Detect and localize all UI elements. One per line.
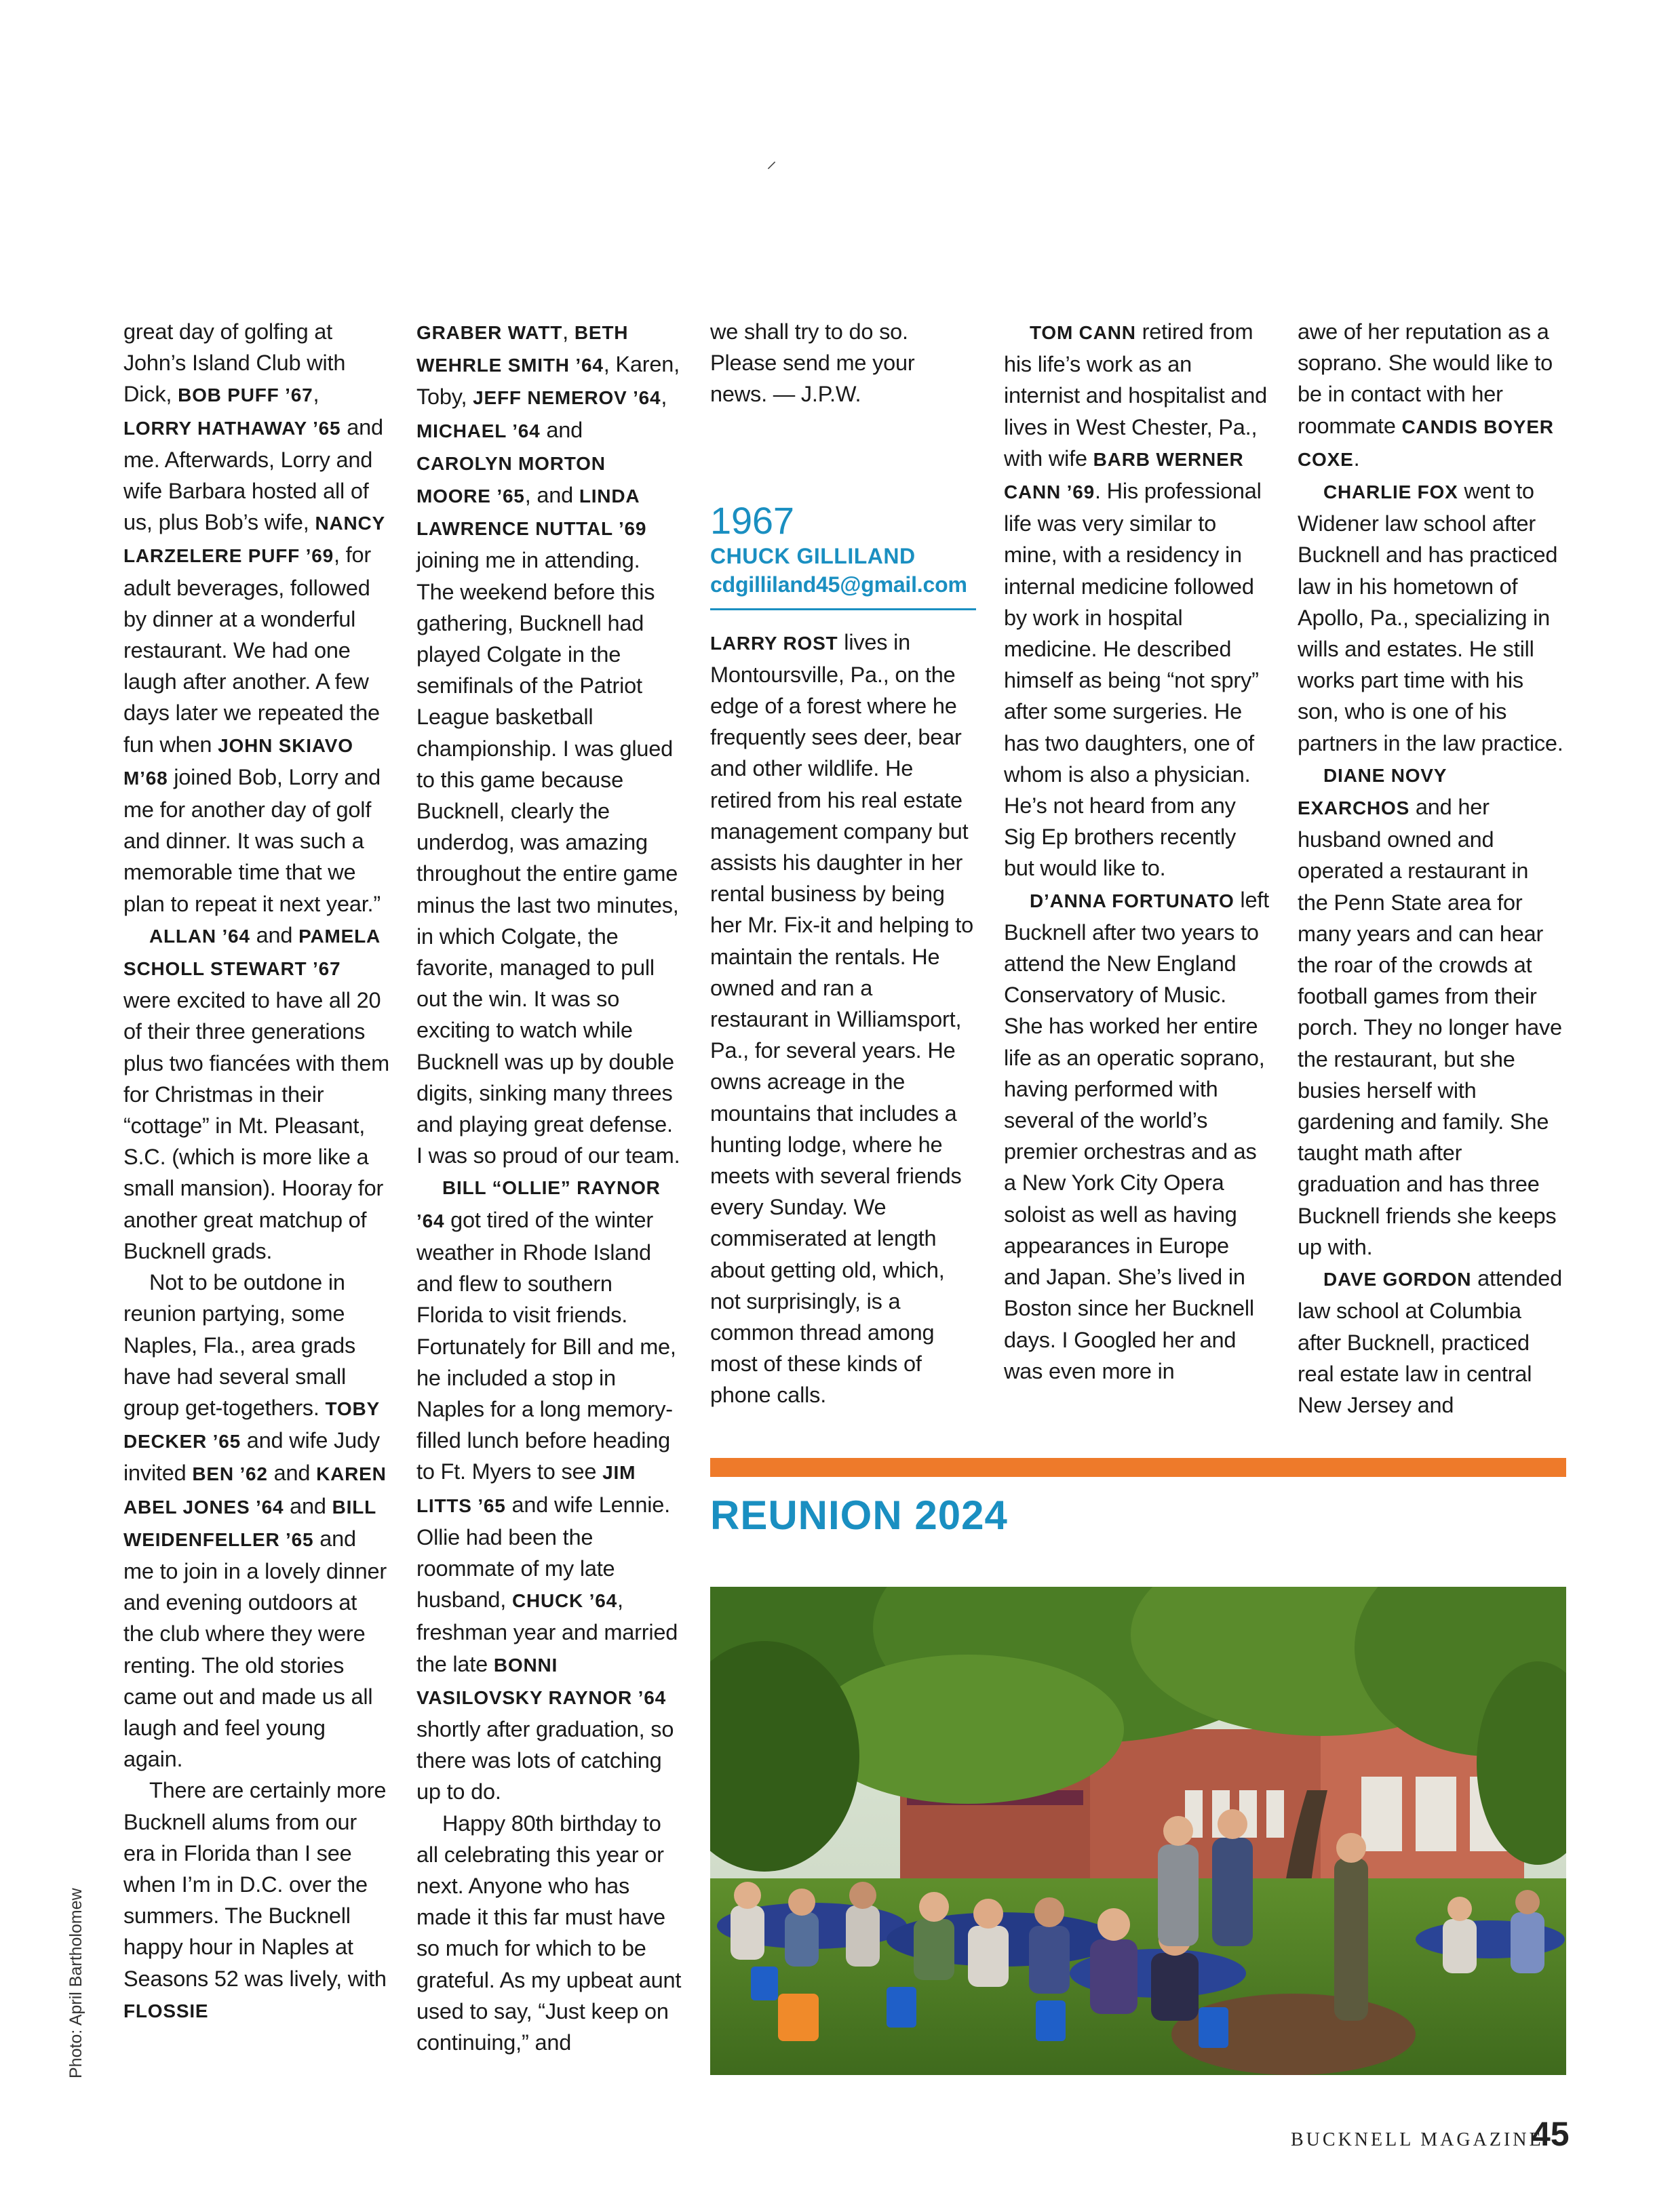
article-column-4 [1004, 316, 1270, 1387]
alumni-name: BILL WEIDENFELLER ’65 [123, 1496, 376, 1550]
paragraph: ALLAN ’64 and PAMELA SCHOLL STEWART ’67 were excited to have all 20 of their three generations plus two fiancées with them for Christmas in their “cottage” in Mt. Pleasant, S.C. (which is more like a small mansion). Hooray for another great matchup of Bucknell grads. [123, 922, 390, 1263]
class-header-rule [710, 608, 976, 610]
alumni-name: BEN ’62 [192, 1463, 268, 1485]
paragraph: TOM CANN retired from his life’s work as an internist and hospitalist and lives in West Chester, Pa., with wife BARB WERNER CANN ’69. His professional life was very similar to mine, with a residency in internal medicine followed by work in hospital medicine. He described himself as being “not spry” after some surgeries. He has two daughters, one of whom is also a physician. He’s not heard from any Sig Ep brothers recently but would like to. [1004, 319, 1268, 881]
alumni-name: JIM LITTS ’65 [416, 1462, 636, 1516]
paragraph: Not to be outdone in reunion partying, some Naples, Fla., area grads have had several small group get-togethers. TOBY DECKER ’65 and wife Judy invited BEN ’62 and KAREN ABEL JONES ’64 and BILL WEIDENFELLER ’65 and me to join in a lovely dinner and evening outdoors at the club where they were renting. The old stories came out and made us all laugh and feel young again. [123, 1270, 387, 1772]
alumni-name: CANDIS BOYER COXE [1298, 416, 1554, 470]
alumni-name: BOB PUFF ’67 [178, 384, 313, 406]
alumni-name: LARRY ROST [710, 632, 838, 654]
alumni-name: NANCY LARZELERE PUFF ’69 [123, 513, 385, 567]
alumni-name: BILL “OLLIE” RAYNOR ’64 [416, 1177, 661, 1231]
photo-credit: Photo: April Bartholomew [66, 1888, 85, 2078]
paragraph: CHARLIE FOX went to Widener law school after Bucknell and has practiced law in his hometown of Apollo, Pa., specializing in wills and estates. He still works part time with his son, who is one of his partners in the law practice. [1298, 479, 1563, 755]
page-number: 45 [1532, 2115, 1570, 2153]
section-accent-bar [710, 1458, 1566, 1477]
alumni-name: JEFF NEMEROV ’64 [473, 387, 661, 409]
reunion-section-title: REUNION 2024 [710, 1493, 1008, 1538]
paragraph: we shall try to do so. Please send me your news. — J.P.W. [710, 319, 915, 407]
article-column-2 [416, 316, 682, 2058]
alumni-name: FLOSSIE [123, 2000, 209, 2021]
paragraph: LARRY ROST lives in Montoursville, Pa., on the edge of a forest where he frequently sees deer, bear and other wildlife. He retired from his real estate management company but assists his daughter in her rental business by being her Mr. Fix-it and helping to maintain the rentals. He owned and ran a restaurant in Williamsport, Pa., for several years. He owns acreage in the mountains that includes a hunting lodge, where he meets with several friends every Sunday. We commiserated at length about getting old, which, not surprisingly, is a common thread among most of these kinds of phone calls. [710, 629, 973, 1408]
alumni-name: DAVE GORDON [1323, 1269, 1472, 1290]
alumni-name: BARB WERNER CANN ’69 [1004, 448, 1244, 503]
class-year-heading: 1967 [710, 498, 794, 542]
top-mark: ⸝ [766, 150, 777, 172]
alumni-name: GRABER WATT [416, 322, 563, 343]
alumni-name: MICHAEL ’64 [416, 420, 541, 441]
class-correspondent-name: CHUCK GILLILAND [710, 543, 916, 568]
article-column-5 [1298, 316, 1563, 1421]
magazine-name-footer: BUCKNELL MAGAZINE [1291, 2129, 1544, 2150]
paragraph: BILL “OLLIE” RAYNOR ’64 got tired of the winter weather in Rhode Island and flew to southern Florida to visit friends. Fortunately for Bill and me, he included a stop in Naples for a long memory-filled lunch before heading to Ft. Myers to see JIM LITTS ’65 and wife Lennie. Ollie had been the roommate of my late husband, CHUCK ’64, freshman year and married the late BONNI VASILOVSKY RAYNOR ’64 shortly after graduation, so there was lots of catching up to do. [416, 1177, 678, 1804]
paragraph: Happy 80th birthday to all celebrating this year or next. Anyone who has made it this far must have so much for which to be grateful. As my upbeat aunt used to say, “Just keep on continuing,” and [416, 1811, 682, 2055]
paragraph: There are certainly more Bucknell alums from our era in Florida than I see when I’m in D.C. over the summers. The Bucknell happy hour in Naples at Seasons 52 was lively, with FLOSSIE [123, 1778, 387, 2021]
reunion-photo [710, 1587, 1566, 2075]
alumni-name: PAMELA SCHOLL STEWART ’67 [123, 925, 380, 980]
alumni-name: TOM CANN [1030, 322, 1136, 343]
alumni-name: TOBY DECKER ’65 [123, 1398, 380, 1453]
paragraph: D’ANNA FORTUNATO left Bucknell after two years to attend the New England Conservatory of Music. She has worked her entire life as an operatic soprano, having performed with several of the world’s premier orchestras and as a New York City Opera soloist as well as having appearances in Europe and Japan. She’s lived in Boston since her Bucknell days. I Googled her and was even more in [1004, 887, 1269, 1383]
paragraph: DIANE NOVY EXARCHOS and her husband owned and operated a restaurant in the Penn State area for many years and can hear the roar of the crowds at football games from their porch. They no longer have the restaurant, but she busies herself with gardening and family. She taught math after graduation and has three Bucknell friends she keeps up with. [1298, 764, 1562, 1259]
alumni-name: BETH WEHRLE SMITH ’64 [416, 322, 629, 376]
article-column-3 [710, 316, 976, 1411]
paragraph: GRABER WATT, BETH WEHRLE SMITH ’64, Karen, Toby, JEFF NEMEROV ’64, MICHAEL ’64 and CAROLYN MORTON MOORE ’65, and LINDA LAWRENCE NUTTAL ’69 joining me in attending. The weekend before this gathering, Bucknell had played Colgate in the semifinals of the Patriot League basketball championship. I was glued to this game because Bucknell, clearly the underdog, was amazing throughout the entire game minus the last two minutes, in which Colgate, the favorite, managed to pull out the win. It was so exciting to watch while Bucknell was up by double digits, sinking many threes and playing great defense. I was so proud of our team. [416, 319, 680, 1168]
alumni-name: JOHN SKIAVO M’68 [123, 734, 353, 789]
paragraph: awe of her reputation as a soprano. She would like to be in contact with her roommate CANDIS BOYER COXE. [1298, 319, 1554, 471]
alumni-name: CHARLIE FOX [1323, 481, 1458, 503]
alumni-name: D’ANNA FORTUNATO [1030, 890, 1234, 911]
paragraph: great day of golfing at John’s Island Club with Dick, BOB PUFF ’67, LORRY HATHAWAY ’65 and me. Afterwards, Lorry and wife Barbara hosted all of us, plus Bob’s wife, NANCY LARZELERE PUFF ’69, for adult beverages, followed by dinner at a wonderful restaurant. We had one laugh after another. A few days later we repeated the fun when JOHN SKIAVO M’68 joined Bob, Lorry and me for another day of golf and dinner. It was such a memorable time that we plan to repeat it next year.” [123, 319, 385, 916]
article-column-1 [123, 316, 389, 2027]
alumni-name: CHUCK ’64 [511, 1590, 617, 1612]
alumni-name: LINDA LAWRENCE NUTTAL ’69 [416, 486, 647, 540]
alumni-name: CAROLYN MORTON MOORE ’65 [416, 452, 606, 507]
alumni-name: LORRY HATHAWAY ’65 [123, 417, 341, 439]
alumni-name: DIANE NOVY EXARCHOS [1298, 764, 1447, 819]
alumni-name: ALLAN ’64 [149, 925, 250, 947]
class-header [710, 500, 976, 610]
paragraph: DAVE GORDON attended law school at Columbia after Bucknell, practiced real estate law in central New Jersey and [1298, 1266, 1563, 1417]
class-correspondent-email[interactable]: cdgilliland45@gmail.com [710, 572, 967, 597]
alumni-name: KAREN ABEL JONES ’64 [123, 1463, 387, 1518]
alumni-name: BONNI VASILOVSKY RAYNOR ’64 [416, 1654, 666, 1708]
